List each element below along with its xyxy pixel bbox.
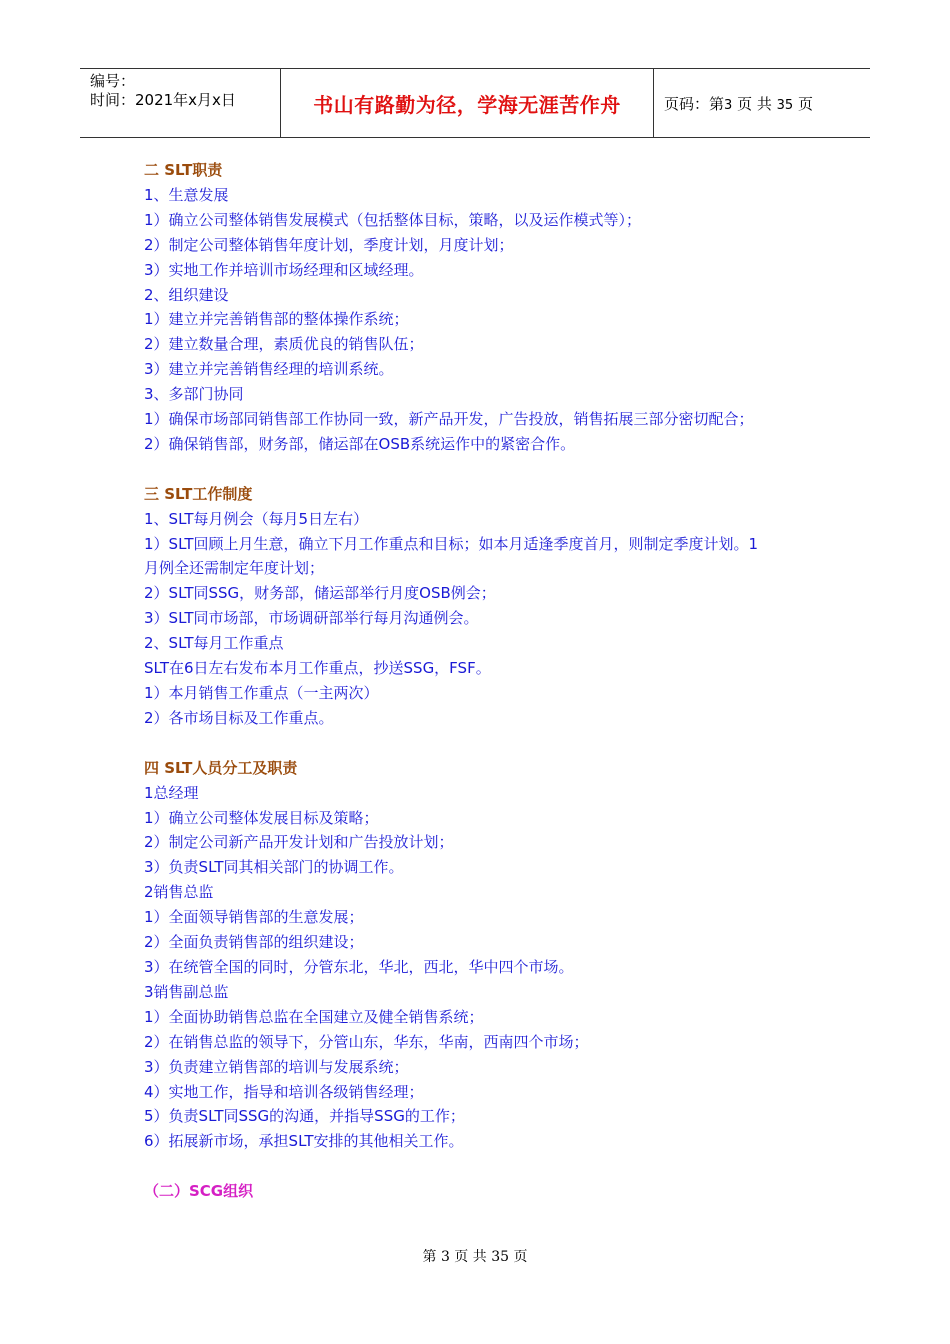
body-line: 3）负责建立销售部的培训与发展系统；	[144, 1057, 409, 1076]
body-line: 3）实地工作并培训市场经理和区域经理。	[144, 260, 424, 279]
body-line: 1）确立公司整体发展目标及策略；	[144, 808, 379, 827]
number-label: 编号：	[90, 72, 136, 90]
section-heading: 三 SLT工作制度	[144, 484, 253, 503]
body-line: 3销售副总监	[144, 982, 229, 1001]
page-footer: 第 3 页 共 35 页	[422, 1249, 528, 1265]
section-gap	[144, 457, 824, 482]
body-line: 月例全还需制定年度计划；	[144, 559, 325, 578]
body-line: 3）负责SLT同其相关部门的协调工作。	[144, 858, 404, 877]
body-line: 1）确立公司整体销售发展模式（包括整体目标，策略，以及运作模式等）；	[144, 210, 642, 229]
body-line: 1、SLT每月例会（每月5日左右）	[144, 509, 369, 528]
body-line: 1、生意发展	[144, 185, 229, 204]
body-line: 3）建立并完善销售经理的培训系统。	[144, 360, 394, 379]
section-heading: 二 SLT职责	[144, 161, 223, 179]
body-line: 2）各市场目标及工作重点。	[144, 708, 334, 727]
header-page-info	[654, 69, 870, 137]
time-label: 时间：2021年x月x日	[90, 91, 236, 109]
page-header	[80, 68, 870, 138]
body-line: 2）制定公司新产品开发计划和广告投放计划；	[144, 833, 454, 852]
body-line: 5）负责SLT同SSG的沟通，并指导SSG的工作；	[144, 1107, 465, 1126]
body-line: 1）全面协助销售总监在全国建立及健全销售系统；	[144, 1007, 484, 1026]
document-body	[144, 158, 824, 1154]
header-meta	[80, 69, 281, 137]
body-line: 2）全面负责销售部的组织建设；	[144, 933, 364, 952]
sub-heading-scg: （二）SCG组织	[144, 1182, 254, 1200]
body-line: 3）SLT同市场部，市场调研部举行每月沟通例会。	[144, 609, 479, 628]
body-line: 1总经理	[144, 783, 199, 802]
section-gap	[144, 731, 824, 756]
body-line: 1）SLT回顾上月生意，确立下月工作重点和目标；如本月适逢季度首月，则制定季度计划。1	[144, 534, 759, 553]
body-line: 2）在销售总监的领导下，分管山东，华东，华南，西南四个市场；	[144, 1032, 589, 1051]
body-line: 3、多部门协同	[144, 385, 244, 404]
page-total: 35	[776, 97, 794, 113]
body-line: 6）拓展新市场，承担SLT安排的其他相关工作。	[144, 1132, 464, 1151]
body-line: 2、SLT每月工作重点	[144, 634, 284, 653]
body-line: 1）确保市场部同销售部工作协同一致，新产品开发，广告投放，销售拓展三部分密切配合；	[144, 410, 754, 429]
motto: 书山有路勤为径，学海无涯苦作舟	[313, 92, 621, 117]
page-info	[664, 93, 813, 114]
page-prefix: 页码：第	[664, 94, 725, 113]
body-line: 2销售总监	[144, 883, 214, 902]
body-line: 1）本月销售工作重点（一主两次）	[144, 684, 379, 703]
body-line: SLT在6日左右发布本月工作重点，抄送SSG，FSF。	[144, 659, 491, 678]
body-line: 2、组织建设	[144, 285, 229, 304]
page-mid: 页 共	[737, 94, 772, 113]
body-line: 1）建立并完善销售部的整体操作系统；	[144, 310, 409, 329]
body-line: 2）建立数量合理，素质优良的销售队伍；	[144, 335, 424, 354]
page-number: 3	[724, 97, 733, 113]
body-line: 1）全面领导销售部的生意发展；	[144, 908, 364, 927]
header-motto-cell	[281, 69, 654, 137]
body-line: 3）在统管全国的同时，分管东北，华北，西北，华中四个市场。	[144, 957, 574, 976]
body-line: 2）制定公司整体销售年度计划，季度计划，月度计划；	[144, 235, 514, 254]
section-heading: 四 SLT人员分工及职责	[144, 758, 298, 777]
page-suffix: 页	[797, 94, 813, 113]
body-line: 4）实地工作，指导和培训各级销售经理；	[144, 1082, 424, 1101]
body-line: 2）确保销售部，财务部，储运部在OSB系统运作中的紧密合作。	[144, 434, 576, 453]
body-line: 2）SLT同SSG，财务部，储运部举行月度OSB例会；	[144, 584, 496, 603]
